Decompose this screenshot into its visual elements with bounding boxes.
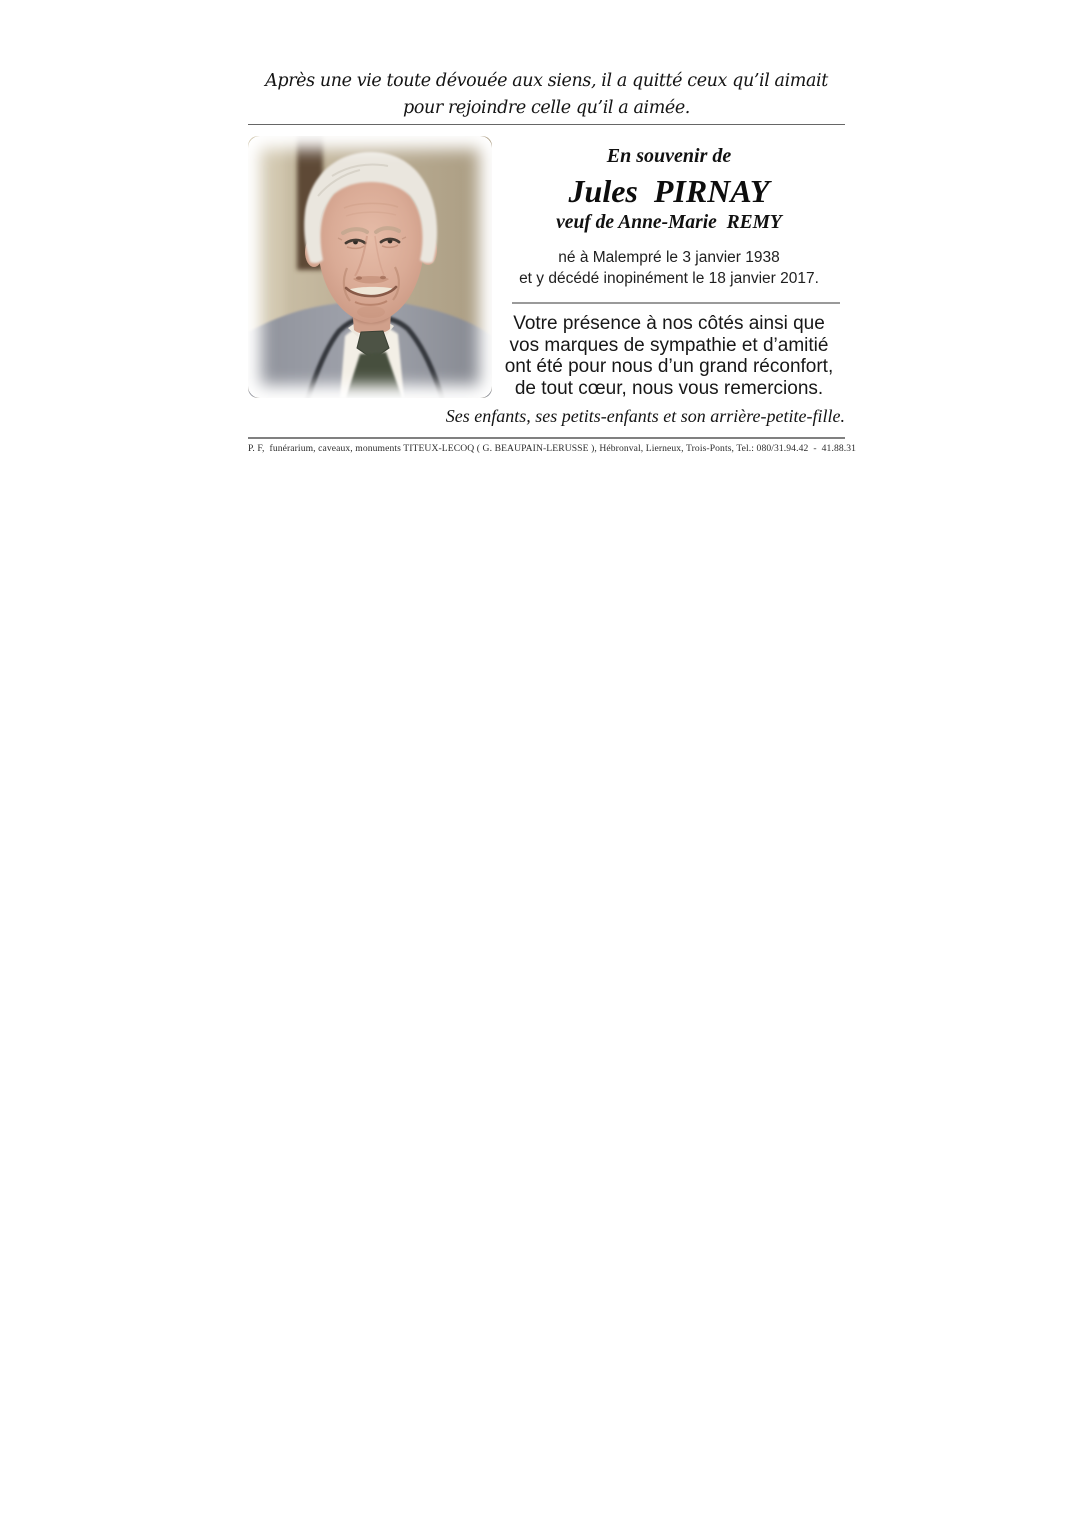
quote-line-1: Après une vie toute dévouée aux siens, il a quitté ceux qu’il aimait <box>265 71 828 91</box>
portrait-photo <box>248 136 492 398</box>
divider-middle <box>512 302 840 304</box>
opening-quote <box>248 68 845 122</box>
portrait-illustration <box>248 136 492 398</box>
widower-line: veuf de Anne-Marie REMY <box>556 212 782 233</box>
memorial-identity-block <box>493 136 845 399</box>
divider-bottom <box>248 437 845 439</box>
birth-line: né à Malempré le 3 janvier 1938 <box>558 249 780 266</box>
death-line: et y décédé inopinément le 18 janvier 2017. <box>519 269 819 287</box>
funeral-home-footer: P. F, funérarium, caveaux, monuments TITEUX-LECOQ ( G. BEAUPAIN-LERUSSE ), Hébronval, Lierneux, Trois-Ponts, Tel.: 080/31.94.42 - 41.88.31 <box>248 443 857 454</box>
quote-line-2: pour rejoindre celle qu’il a aimée. <box>403 98 690 118</box>
thanks-line-2: vos marques de sympathie et d’amitié <box>509 334 829 356</box>
thank-you-message <box>493 313 845 399</box>
deceased-name: Jules PIRNAY <box>568 173 770 209</box>
in-memory-of-label: En souvenir de <box>606 145 732 167</box>
thanks-line-4: de tout cœur, nous vous remercions. <box>514 377 824 399</box>
birth-death-dates <box>493 248 845 289</box>
family-signature: Ses enfants, ses petits-enfants et son arrière-petite-fille. <box>445 406 845 426</box>
thanks-line-3: ont été pour nous d’un grand réconfort, <box>504 356 834 377</box>
thanks-line-1: Votre présence à nos côtés ainsi que <box>513 313 825 334</box>
divider-top <box>248 124 845 125</box>
